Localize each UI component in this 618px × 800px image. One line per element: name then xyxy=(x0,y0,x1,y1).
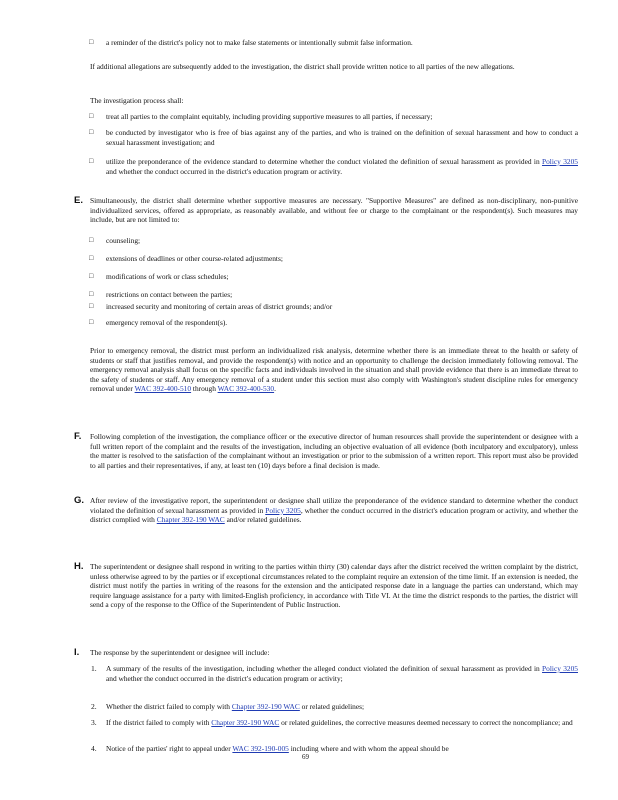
supportive-measure-item xyxy=(90,236,578,246)
emergency-removal-text: Prior to emergency removal, the district must perform an individualized risk analysis, determine whether there is an immediate threat to the health or safety of students or staff that justifies removal, and provide the respondent(s) with notice and an opportunity to challenge the decision immediately following removal. The emergency removal analysis shall focus on the specific facts and individuals involved in the situation and shall provide evidence that there is an immediate threat to the safety of students or staff. Any emergency removal of a student under this section must also comply with Washington's student discipline rules for emergency removal under WAC 392-400-510 through WAC 392-400-530. xyxy=(90,346,578,394)
chapter-392-190-wac-link[interactable]: Chapter 392-190 WAC xyxy=(211,718,280,727)
process-item-text: □ treat all parties to the complaint equitably, including providing supportive measures to all parties, if necessary; xyxy=(106,112,433,121)
reminder-bullet xyxy=(90,38,578,48)
section-f-label: F. xyxy=(74,431,82,442)
wac-392-400-530-link[interactable]: WAC 392-400-530 xyxy=(217,384,275,394)
process-intro xyxy=(90,96,578,106)
process-intro-text: The investigation process shall: xyxy=(90,96,184,105)
response-item-4: Notice of the parties' right to appeal under WAC 392-190-005 including where and with whom the appeal should be xyxy=(106,744,449,753)
section-f-paragraph xyxy=(90,432,578,470)
supportive-measure-text: □ emergency removal of the respondent(s). xyxy=(106,318,228,327)
chapter-392-190-wac-link[interactable]: Chapter 392-190 WAC xyxy=(231,702,300,711)
supportive-measure-text: □ increased security and monitoring of certain areas of district grounds; and/or xyxy=(106,302,333,311)
section-h-text: The superintendent or designee shall respond in writing to the parties within thirty (30) calendar days after the district received the written complaint by the district, unless otherwise agreed to by the parties or if exceptional circumstances related to the complaint require an extension of the time limit. If an extension is needed, the district must notify the parties in writing of the reasons for the extension and the anticipated response date in a language the parties can understand, which may require language assistance for a party with limited-English proficiency, in accordance with Title VI. At the time the district responds to the parties, the district will send a copy of the response to the Office of the Superintendent of Public Instruction. xyxy=(90,562,578,610)
section-i-intro-text: The response by the superintendent or designee will include: xyxy=(90,648,270,657)
section-e-label: E. xyxy=(74,195,83,206)
page-number: 69 xyxy=(302,753,309,761)
supportive-measure-item xyxy=(90,302,578,312)
chapter-392-190-wac-link[interactable]: Chapter 392-190 WAC xyxy=(156,515,225,525)
process-item-3 xyxy=(90,157,578,176)
response-item-3: If the district failed to comply with Chapter 392-190 WAC or related guidelines, the corrective measures deemed necessary to correct the noncompliance; and xyxy=(106,718,573,727)
section-g-label: G. xyxy=(74,495,85,506)
wac-392-190-005-link[interactable]: WAC 392-190-005 xyxy=(232,744,289,753)
item-number: 1. xyxy=(91,664,97,673)
supportive-measure-item xyxy=(90,254,578,264)
item-number: 2. xyxy=(91,702,97,711)
policy-3205-link[interactable]: Policy 3205 xyxy=(265,505,301,515)
process-item-text: □ utilize the preponderance of the evidence standard to determine whether the conduct violated the definition of sexual harassment as provided in Policy 3205 and whether the conduct occurred in the district's education program or activity. xyxy=(106,157,578,176)
section-e-paragraph xyxy=(90,196,578,225)
item-number: 3. xyxy=(91,718,97,727)
section-h-label: H. xyxy=(74,561,84,572)
wac-392-400-510-link[interactable]: WAC 392-400-510 xyxy=(134,384,192,394)
section-f-text: Following completion of the investigation, the compliance officer or the executive director of human resources shall provide the superintendent or designee with a full written report of the complaint and the results of the investigation, including an objective evaluation of all evidence (both inculpatory and exculpatory), unless the matter is resolved to the satisfaction of the complainant without an investigation or prior to the submission of a written report. This report must also be provided to all parties and their representatives, if any, at least ten (10) days before a final decision is made. xyxy=(90,432,578,470)
supportive-measure-item xyxy=(90,272,578,282)
policy-3205-link[interactable]: Policy 3205 xyxy=(542,664,578,673)
supportive-measure-item xyxy=(90,318,578,328)
process-item-text: □ be conducted by investigator who is free of bias against any of the parties, and who is trained on the definition of sexual harassment and how to conduct a sexual harassment investigation; and xyxy=(106,128,578,147)
emergency-removal-paragraph xyxy=(90,346,578,394)
process-item-2 xyxy=(90,128,578,147)
additional-allegations-paragraph xyxy=(90,62,578,72)
section-i-label: I. xyxy=(74,647,80,658)
additional-allegations-text: If additional allegations are subsequently added to the investigation, the district shall provide written notice to all parties of the new allegations. xyxy=(90,62,515,71)
supportive-measure-text: □ extensions of deadlines or other course-related adjustments; xyxy=(106,254,283,263)
item-number: 4. xyxy=(91,744,97,753)
policy-3205-link[interactable]: Policy 3205 xyxy=(541,157,578,166)
section-h-paragraph xyxy=(90,562,578,610)
section-i-intro xyxy=(90,648,578,658)
supportive-measure-text: □ modifications of work or class schedules; xyxy=(106,272,229,281)
process-item-1 xyxy=(90,112,578,122)
section-e-text: Simultaneously, the district shall determine whether supportive measures are necessary. "Supportive Measures" are defined as non-disciplinary, non-punitive individualized services, offered as appropriate, as reasonably available, and without fee or charge to the complainant or the respondent(s). Such measures may include, but are not limited to: xyxy=(90,196,578,225)
response-item-2: Whether the district failed to comply with Chapter 392-190 WAC or related guidelines; xyxy=(106,702,365,711)
section-g-text: After review of the investigative report, the superintendent or designee shall utilize the preponderance of the evidence standard to determine whether the conduct violated the definition of sexual harassment as provided in Policy 3205, whether the conduct occurred in the district's education program or activity, and whether the district complied with Chapter 392-190 WAC and/or related guidelines. xyxy=(90,496,578,525)
supportive-measure-item xyxy=(90,290,578,300)
response-item-1: A summary of the results of the investigation, including whether the alleged conduct violated the definition of sexual harassment as provided in Policy 3205 and whether the conduct occurred in the district's education program or activity; xyxy=(106,664,578,683)
section-g-paragraph xyxy=(90,496,578,525)
supportive-measure-text: □ counseling; xyxy=(106,236,141,245)
supportive-measure-text: □ restrictions on contact between the parties; xyxy=(106,290,233,299)
reminder-text: □ a reminder of the district's policy not to make false statements or intentionally submit false information. xyxy=(106,38,413,47)
